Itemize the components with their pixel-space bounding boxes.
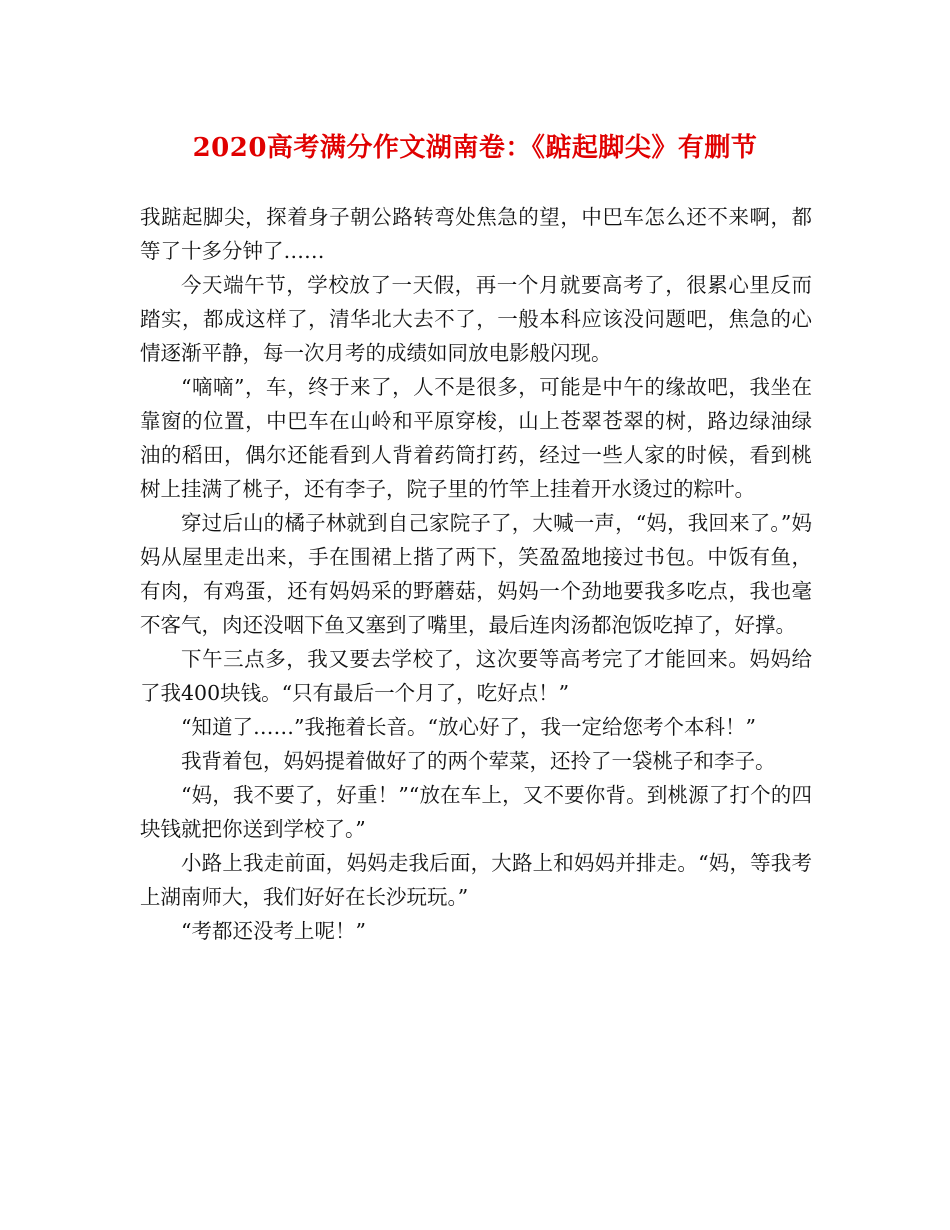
paragraph-6: “知道了……”我拖着长音。“放心好了，我一定给您考个本科！” [181, 715, 756, 739]
paragraph-10: “考都还没考上呢！” [181, 919, 366, 943]
paragraph-7: 我背着包，妈妈提着做好了的两个荤菜，还拎了一袋桃子和李子。 [181, 749, 776, 773]
document-body [140, 200, 812, 948]
paragraph-4: 穿过后山的橘子林就到自己家院子了，大喊一声，“妈，我回来了。”妈妈从屋里走出来，手在围裙上揩了两下，笑盈盈地接过书包。中饭有鱼，有肉，有鸡蛋，还有妈妈采的野蘑菇，妈妈一个劲地要我多吃点，我也毫不客气，肉还没咽下鱼又塞到了嘴里，最后连肉汤都泡饭吃掉了，好撑。 [140, 511, 812, 637]
paragraph-5: 下午三点多，我又要去学校了，这次要等高考完了才能回来。妈妈给了我400块钱。“只有最后一个月了，吃好点！” [140, 647, 812, 705]
paragraph-3: “嘀嘀”，车，终于来了，人不是很多，可能是中午的缘故吧，我坐在靠窗的位置，中巴车在山岭和平原穿梭，山上苍翠苍翠的树，路边绿油绿油的稻田，偶尔还能看到人背着药筒打药，经过一些人家的时候，看到桃树上挂满了桃子，还有李子，院子里的竹竿上挂着开水烫过的粽叶。 [140, 375, 812, 501]
paragraph-2: 今天端午节，学校放了一天假，再一个月就要高考了，很累心里反而踏实，都成这样了，清华北大去不了，一般本科应该没问题吧，焦急的心情逐渐平静，每一次月考的成绩如同放电影般闪现。 [140, 273, 812, 365]
paragraph-1: 我踮起脚尖，探着身子朝公路转弯处焦急的望，中巴车怎么还不来啊，都等了十多分钟了…… [140, 205, 812, 263]
paragraph-8: “妈，我不要了，好重！”“放在车上，又不要你背。到桃源了打个的四块钱就把你送到学校了。” [140, 783, 812, 841]
document-title: 2020高考满分作文湖南卷：《踮起脚尖》有删节 [192, 133, 758, 163]
paragraph-9: 小路上我走前面，妈妈走我后面，大路上和妈妈并排走。“妈，等我考上湖南师大，我们好好在长沙玩玩。” [140, 851, 812, 909]
